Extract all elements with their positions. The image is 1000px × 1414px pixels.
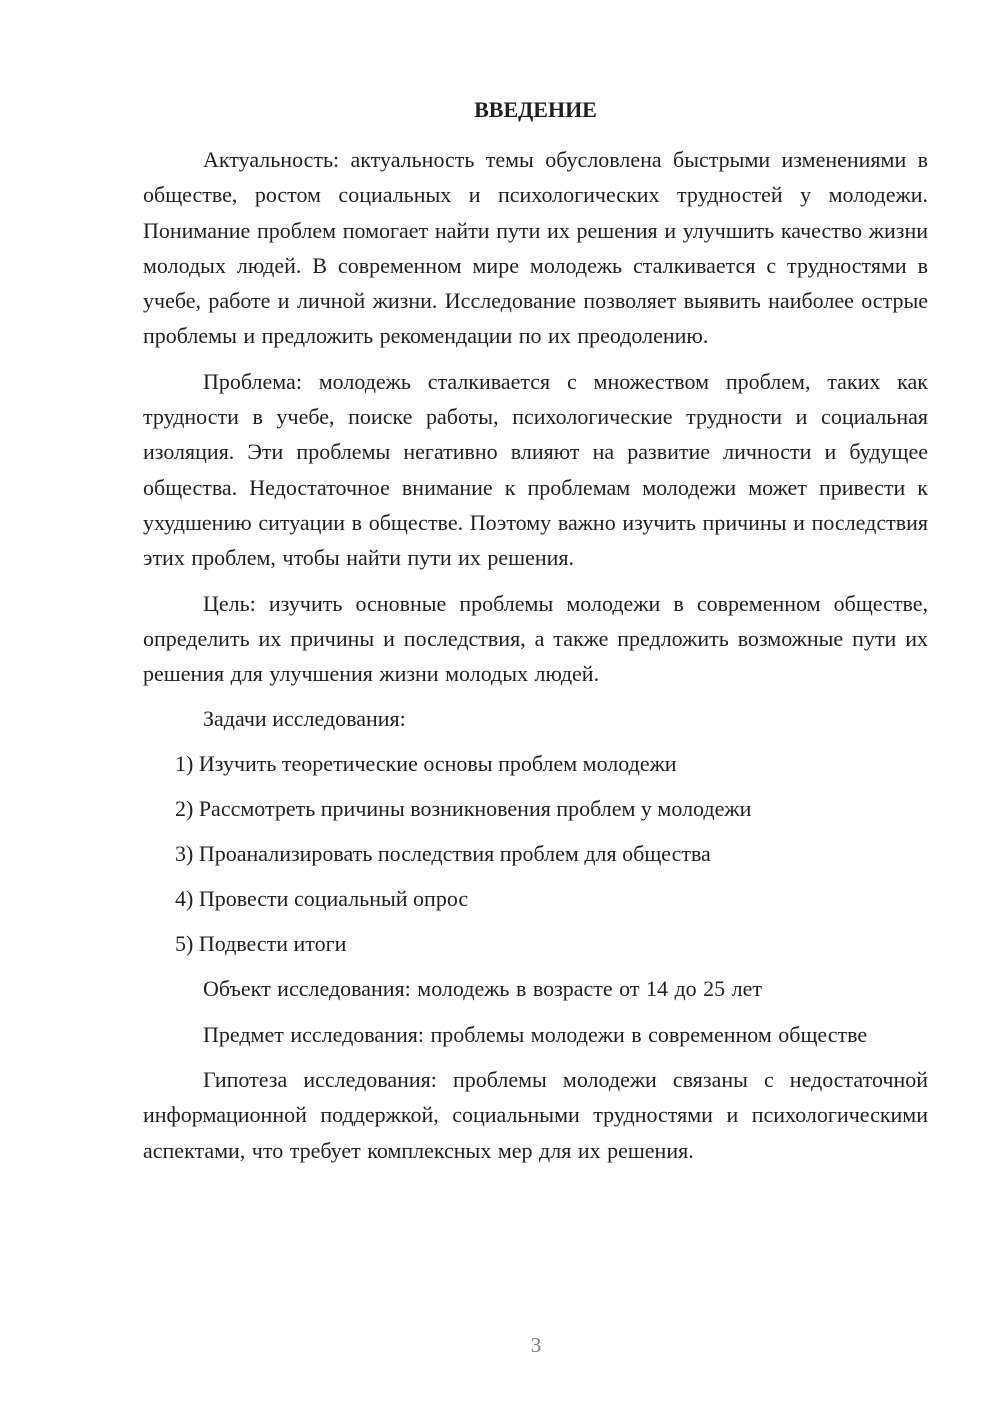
subject-paragraph: Предмет исследования: проблемы молодежи в современном обществе bbox=[203, 1021, 868, 1047]
task-item: 4) Провести социальный опрос bbox=[175, 886, 469, 912]
problem-paragraph: Проблема: молодежь сталкивается с множеством проблем, таких как трудности в учебе, поиске работы, психологические трудности и социальная изоляция. Эти проблемы негативно влияют на развитие личности и будущее общества. Недостаточное внимание к проблемам молодежи может привести к ухудшению ситуации в обществе. Поэтому важно изучить причины и последствия этих проблем, чтобы найти пути их решения. bbox=[143, 368, 928, 571]
tasks-list bbox=[143, 746, 928, 961]
object-paragraph: Объект исследования: молодежь в возрасте от 14 до 25 лет bbox=[203, 976, 763, 1002]
task-item: 2) Рассмотреть причины возникновения проблем у молодежи bbox=[175, 796, 752, 822]
task-item: 5) Подвести итоги bbox=[175, 931, 347, 957]
relevance-paragraph: Актуальность: актуальность темы обусловлена быстрыми изменениями в обществе, ростом социальных и психологических трудностей у молодежи. Понимание проблем помогает найти пути их решения и улучшить качество жизни молодых людей. В современном мире молодежь сталкивается с трудностями в учебе, работе и личной жизни. Исследование позволяет выявить наиболее острые проблемы и предложить рекомендации по их преодолению. bbox=[143, 147, 928, 349]
task-item: 3) Проанализировать последствия проблем для общества bbox=[175, 841, 711, 867]
goal-paragraph: Цель: изучить основные проблемы молодежи в современном обществе, определить их причины и последствия, а также предложить возможные пути их решения для улучшения жизни молодых людей. bbox=[143, 590, 928, 687]
tasks-heading: Задачи исследования: bbox=[203, 706, 406, 732]
task-item: 1) Изучить теоретические основы проблем молодежи bbox=[175, 751, 677, 777]
hypothesis-paragraph: Гипотеза исследования: проблемы молодежи связаны с недостаточной информационной поддержкой, социальными трудностями и психологическими аспектами, что требует комплексных мер для их решения. bbox=[143, 1067, 928, 1163]
section-heading: ВВЕДЕНИЕ bbox=[474, 97, 597, 122]
document-page bbox=[143, 92, 928, 1178]
page-number: 3 bbox=[530, 1333, 542, 1357]
